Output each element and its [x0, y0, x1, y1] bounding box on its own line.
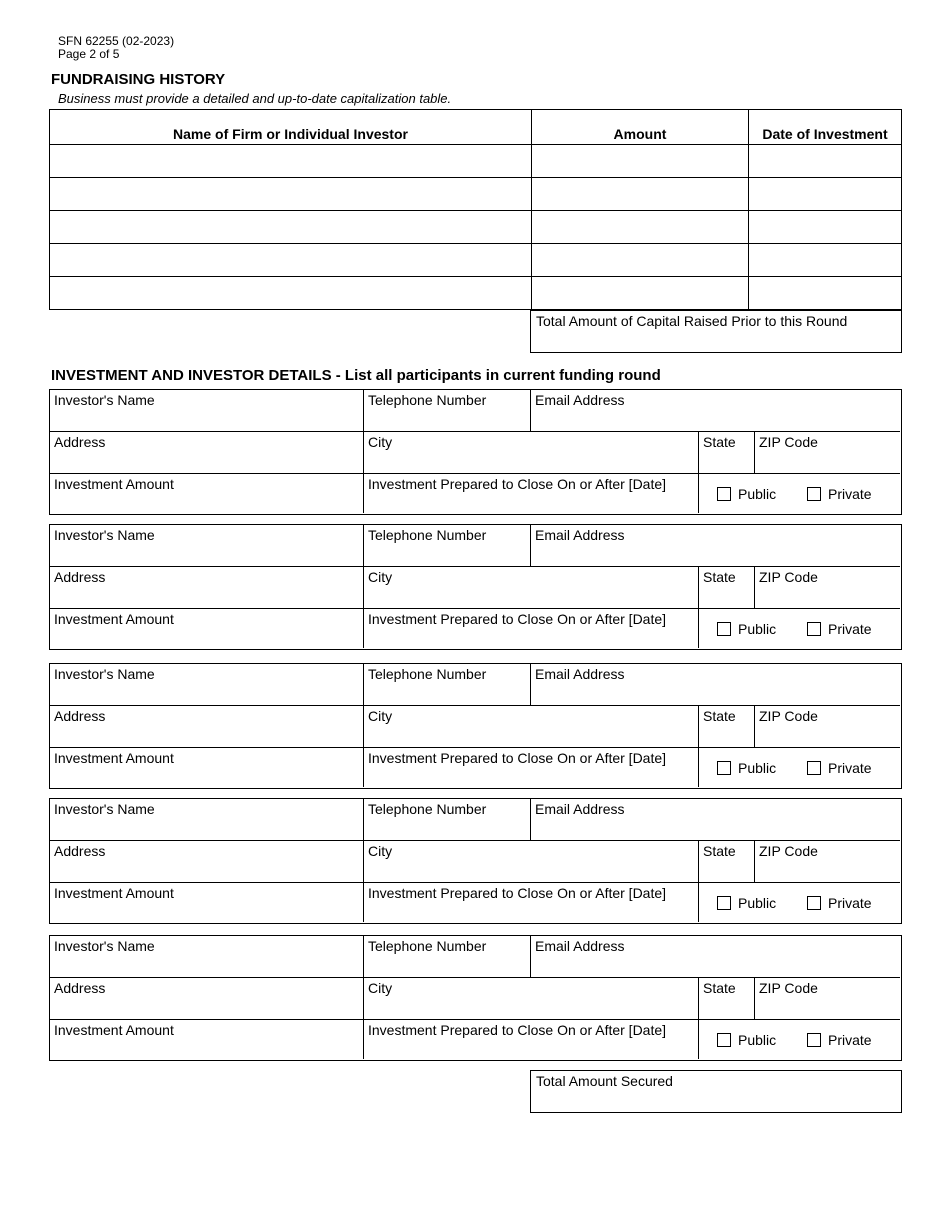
investor-name-label: Investor's Name: [54, 527, 155, 543]
private-label: Private: [828, 895, 872, 911]
email-address-label: Email Address: [535, 938, 625, 954]
zip-code-label: ZIP Code: [759, 980, 818, 996]
amount-input[interactable]: [532, 211, 749, 244]
close-date-field[interactable]: [364, 748, 699, 787]
private-label: Private: [828, 621, 872, 637]
address-label: Address: [54, 569, 106, 585]
city-field[interactable]: [364, 567, 699, 609]
public-label: Public: [738, 895, 777, 911]
state-field[interactable]: [699, 567, 755, 609]
investor-block: [49, 663, 902, 789]
table-row: [50, 145, 902, 178]
public-label: Public: [738, 1032, 777, 1048]
investment-amount-label: Investment Amount: [54, 611, 174, 627]
investor-input[interactable]: [50, 178, 532, 211]
total-amount-secured-field[interactable]: [530, 1070, 902, 1113]
table-row: [50, 211, 902, 244]
email-address-label: Email Address: [535, 801, 625, 817]
state-label: State: [703, 708, 736, 724]
column-header-amount: Amount: [532, 110, 749, 145]
address-label: Address: [54, 434, 106, 450]
private-option[interactable]: [807, 895, 872, 911]
amount-input[interactable]: [532, 244, 749, 277]
investor-block: [49, 389, 902, 515]
date-input[interactable]: [749, 178, 902, 211]
capitalization-table-header: [50, 110, 902, 145]
address-field[interactable]: [50, 978, 364, 1020]
telephone-number-field[interactable]: [364, 799, 531, 841]
state-label: State: [703, 569, 736, 585]
telephone-number-label: Telephone Number: [368, 666, 487, 682]
close-date-field[interactable]: [364, 883, 699, 922]
private-label: Private: [828, 486, 872, 502]
zip-code-field[interactable]: [755, 706, 900, 748]
telephone-number-label: Telephone Number: [368, 938, 487, 954]
investor-name-field[interactable]: [50, 390, 364, 432]
investment-details-title: INVESTMENT AND INVESTOR DETAILS - List all participants in current funding round: [51, 367, 661, 384]
city-field[interactable]: [364, 432, 699, 474]
city-label: City: [368, 843, 393, 859]
state-field[interactable]: [699, 432, 755, 474]
date-input[interactable]: [749, 211, 902, 244]
table-row: [50, 178, 902, 211]
state-field[interactable]: [699, 841, 755, 883]
city-label: City: [368, 980, 393, 996]
close-date-label: Investment Prepared to Close On or After [Date]: [368, 611, 667, 627]
public-checkbox[interactable]: [717, 896, 731, 910]
public-option[interactable]: [717, 1032, 776, 1048]
private-label: Private: [828, 1032, 872, 1048]
city-field[interactable]: [364, 978, 699, 1020]
private-option[interactable]: [807, 621, 872, 637]
city-label: City: [368, 434, 393, 450]
address-field[interactable]: [50, 567, 364, 609]
public-label: Public: [738, 760, 777, 776]
investor-name-field[interactable]: [50, 525, 364, 567]
investor-block: [49, 798, 902, 924]
column-header-investor: Name of Firm or Individual Investor: [50, 110, 532, 145]
fundraising-history-title: FUNDRAISING HISTORY: [51, 71, 226, 88]
private-checkbox[interactable]: [807, 896, 821, 910]
telephone-number-field[interactable]: [364, 936, 531, 978]
table-row: [50, 244, 902, 277]
public-checkbox[interactable]: [717, 487, 731, 501]
close-date-label: Investment Prepared to Close On or After [Date]: [368, 1022, 667, 1038]
private-checkbox[interactable]: [807, 1033, 821, 1047]
investor-input[interactable]: [50, 211, 532, 244]
address-label: Address: [54, 980, 106, 996]
address-field[interactable]: [50, 706, 364, 748]
zip-code-field[interactable]: [755, 567, 900, 609]
investor-name-label: Investor's Name: [54, 938, 155, 954]
date-input[interactable]: [749, 145, 902, 178]
investor-name-field[interactable]: [50, 936, 364, 978]
city-field[interactable]: [364, 841, 699, 883]
investor-name-label: Investor's Name: [54, 666, 155, 682]
email-address-field[interactable]: [531, 525, 900, 567]
city-label: City: [368, 569, 393, 585]
total-capital-raised-prior-field[interactable]: [530, 310, 902, 353]
private-label: Private: [828, 760, 872, 776]
investment-amount-label: Investment Amount: [54, 750, 174, 766]
email-address-label: Email Address: [535, 527, 625, 543]
private-option[interactable]: [807, 486, 872, 502]
email-address-field[interactable]: [531, 936, 900, 978]
private-option[interactable]: [807, 760, 872, 776]
investor-name-field[interactable]: [50, 664, 364, 706]
state-label: State: [703, 434, 736, 450]
state-field[interactable]: [699, 978, 755, 1020]
public-checkbox[interactable]: [717, 761, 731, 775]
telephone-number-label: Telephone Number: [368, 801, 487, 817]
amount-input[interactable]: [532, 145, 749, 178]
investor-input[interactable]: [50, 244, 532, 277]
investor-block: [49, 524, 902, 650]
telephone-number-field[interactable]: [364, 664, 531, 706]
investor-name-label: Investor's Name: [54, 392, 155, 408]
state-field[interactable]: [699, 706, 755, 748]
telephone-number-field[interactable]: [364, 525, 531, 567]
close-date-label: Investment Prepared to Close On or After [Date]: [368, 885, 667, 901]
city-field[interactable]: [364, 706, 699, 748]
date-input[interactable]: [749, 244, 902, 277]
zip-code-label: ZIP Code: [759, 434, 818, 450]
investment-amount-field[interactable]: [50, 474, 364, 513]
private-checkbox[interactable]: [807, 487, 821, 501]
investment-amount-label: Investment Amount: [54, 476, 174, 492]
public-checkbox[interactable]: [717, 622, 731, 636]
investment-amount-field[interactable]: [50, 1020, 364, 1059]
capitalization-table: [49, 109, 902, 310]
telephone-number-field[interactable]: [364, 390, 531, 432]
close-date-label: Investment Prepared to Close On or After [Date]: [368, 476, 667, 492]
zip-code-field[interactable]: [755, 841, 900, 883]
public-label: Public: [738, 621, 777, 637]
close-date-label: Investment Prepared to Close On or After [Date]: [368, 750, 667, 766]
amount-input[interactable]: [532, 178, 749, 211]
close-date-field[interactable]: [364, 1020, 699, 1059]
telephone-number-label: Telephone Number: [368, 392, 487, 408]
total-amount-secured-label: Total Amount Secured: [536, 1073, 673, 1089]
state-label: State: [703, 980, 736, 996]
email-address-label: Email Address: [535, 666, 625, 682]
address-label: Address: [54, 843, 106, 859]
public-label: Public: [738, 486, 777, 502]
amount-input[interactable]: [532, 277, 749, 310]
private-checkbox[interactable]: [807, 761, 821, 775]
address-label: Address: [54, 708, 106, 724]
city-label: City: [368, 708, 393, 724]
public-option[interactable]: [717, 895, 776, 911]
email-address-field[interactable]: [531, 664, 900, 706]
investment-amount-field[interactable]: [50, 609, 364, 648]
public-checkbox[interactable]: [717, 1033, 731, 1047]
state-label: State: [703, 843, 736, 859]
zip-code-label: ZIP Code: [759, 569, 818, 585]
private-option[interactable]: [807, 1032, 872, 1048]
investor-input[interactable]: [50, 145, 532, 178]
zip-code-label: ZIP Code: [759, 843, 818, 859]
investment-amount-label: Investment Amount: [54, 1022, 174, 1038]
zip-code-label: ZIP Code: [759, 708, 818, 724]
page-number: Page 2 of 5: [58, 47, 120, 61]
investment-amount-field[interactable]: [50, 883, 364, 922]
public-option[interactable]: [717, 621, 776, 637]
telephone-number-label: Telephone Number: [368, 527, 487, 543]
investor-name-label: Investor's Name: [54, 801, 155, 817]
address-field[interactable]: [50, 432, 364, 474]
address-field[interactable]: [50, 841, 364, 883]
investment-amount-label: Investment Amount: [54, 885, 174, 901]
public-option[interactable]: [717, 760, 776, 776]
investor-input[interactable]: [50, 277, 532, 310]
total-capital-raised-prior-label: Total Amount of Capital Raised Prior to this Round: [536, 313, 848, 329]
zip-code-field[interactable]: [755, 432, 900, 474]
email-address-field[interactable]: [531, 799, 900, 841]
email-address-field[interactable]: [531, 390, 900, 432]
investment-amount-field[interactable]: [50, 748, 364, 787]
public-option[interactable]: [717, 486, 776, 502]
form-number: SFN 62255 (02-2023): [58, 34, 175, 48]
investor-name-field[interactable]: [50, 799, 364, 841]
table-row: [50, 277, 902, 310]
email-address-label: Email Address: [535, 392, 625, 408]
close-date-field[interactable]: [364, 609, 699, 648]
zip-code-field[interactable]: [755, 978, 900, 1020]
investor-block: [49, 935, 902, 1061]
private-checkbox[interactable]: [807, 622, 821, 636]
fundraising-history-instructions: Business must provide a detailed and up-to-date capitalization table.: [58, 91, 452, 106]
close-date-field[interactable]: [364, 474, 699, 513]
date-input[interactable]: [749, 277, 902, 310]
column-header-date: Date of Investment: [749, 110, 902, 145]
